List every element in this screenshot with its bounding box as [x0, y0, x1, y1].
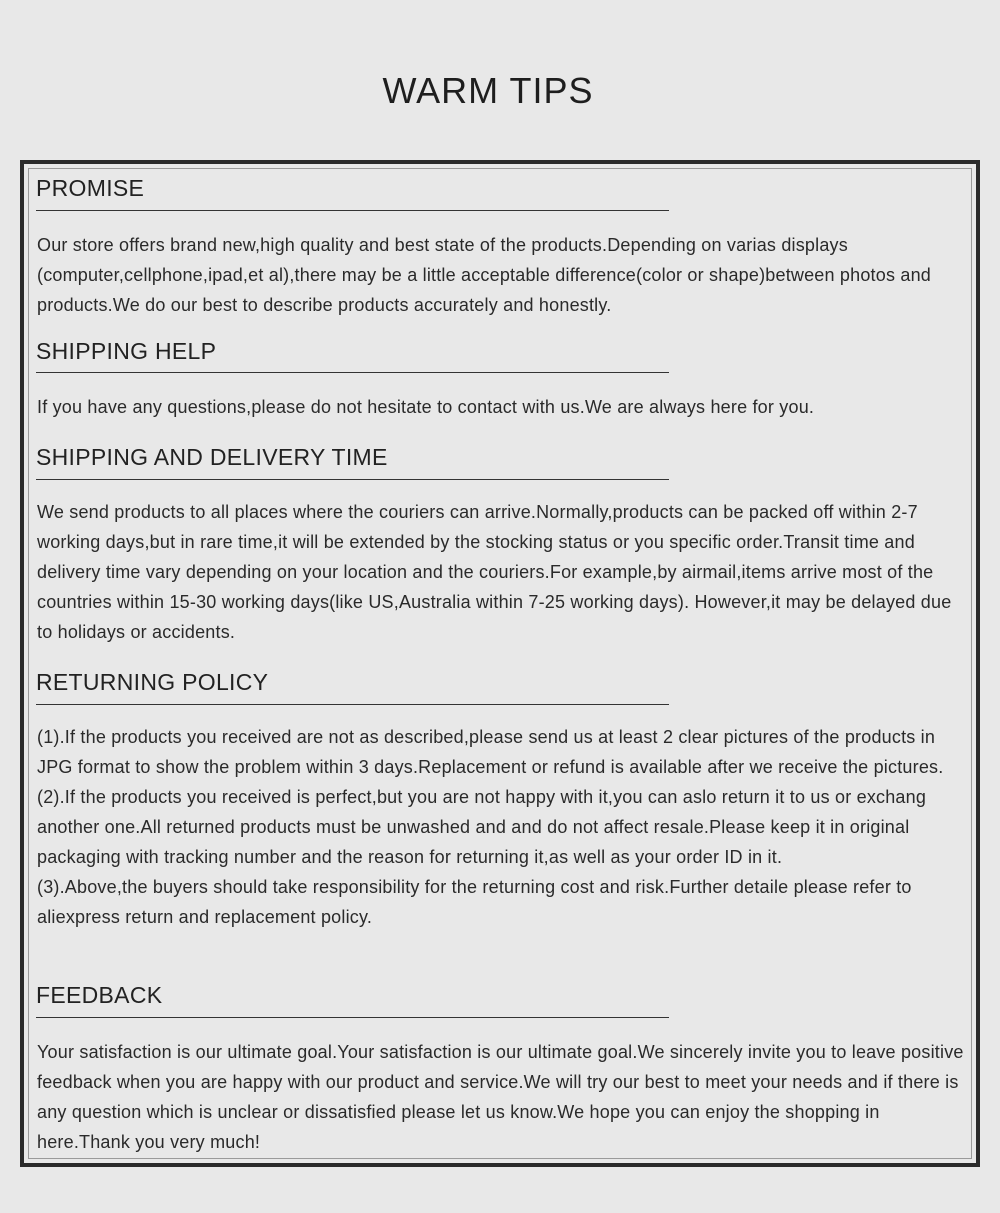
paragraph: (2).If the products you received is perfect,but you are not happy with it,you can aslo return it to us or exchang another one.All returned products must be unwashed and and do not affect resale.Please keep it in original packaging with tracking number and the reason for returning it,as well as your order ID in it. — [37, 787, 927, 867]
section-body-returning-policy — [37, 722, 971, 932]
page-title: WARM TIPS — [382, 70, 594, 111]
section-body-shipping-help — [37, 392, 971, 422]
section-body-promise — [37, 230, 971, 320]
tips-frame — [20, 160, 980, 1167]
section-divider — [36, 1017, 669, 1018]
section-divider — [36, 210, 669, 211]
section-heading-promise: PROMISE — [36, 175, 145, 201]
section-body-feedback — [37, 1037, 971, 1157]
section-heading-feedback: FEEDBACK — [36, 982, 163, 1008]
paragraph: Our store offers brand new,high quality and best state of the products.Depending on varias displays (computer,cellphone,ipad,et al),there may be a little acceptable difference(color or shape)between photos and products.We do our best to describe products accurately and honestly. — [37, 235, 931, 315]
paragraph: (3).Above,the buyers should take responsibility for the returning cost and risk.Further detaile please refer to aliexpress return and replacement policy. — [37, 877, 912, 927]
section-divider — [36, 479, 669, 480]
section-heading-shipping-delivery-time: SHIPPING AND DELIVERY TIME — [36, 444, 388, 470]
paragraph: We send products to all places where the couriers can arrive.Normally,products can be packed off within 2-7 working days,but in rare time,it will be extended by the stocking status or you specific order.Transit time and delivery time vary depending on your location and the couriers.For example,by airmail,items arrive most of the countries within 15-30 working days(like US,Australia within 7-25 working days). However,it may be delayed due to holidays or accidents. — [37, 502, 952, 642]
paragraph: If you have any questions,please do not hesitate to contact with us.We are always here for you. — [37, 397, 815, 417]
section-body-shipping-delivery-time — [37, 497, 971, 647]
paragraph: Your satisfaction is our ultimate goal.Your satisfaction is our ultimate goal.We sincerely invite you to leave positive feedback when you are happy with our product and service.We will try our best to meet your needs and if there is any question which is unclear or dissatisfied please let us know.We hope you can enjoy the shopping in here.Thank you very much! — [37, 1042, 964, 1152]
section-heading-returning-policy: RETURNING POLICY — [36, 669, 269, 695]
paragraph: (1).If the products you received are not as described,please send us at least 2 clear pictures of the products in JPG format to show the problem within 3 days.Replacement or refund is available after we receive the pictures. — [37, 727, 944, 777]
section-divider — [36, 372, 669, 373]
section-divider — [36, 704, 669, 705]
section-heading-shipping-help: SHIPPING HELP — [36, 338, 217, 364]
